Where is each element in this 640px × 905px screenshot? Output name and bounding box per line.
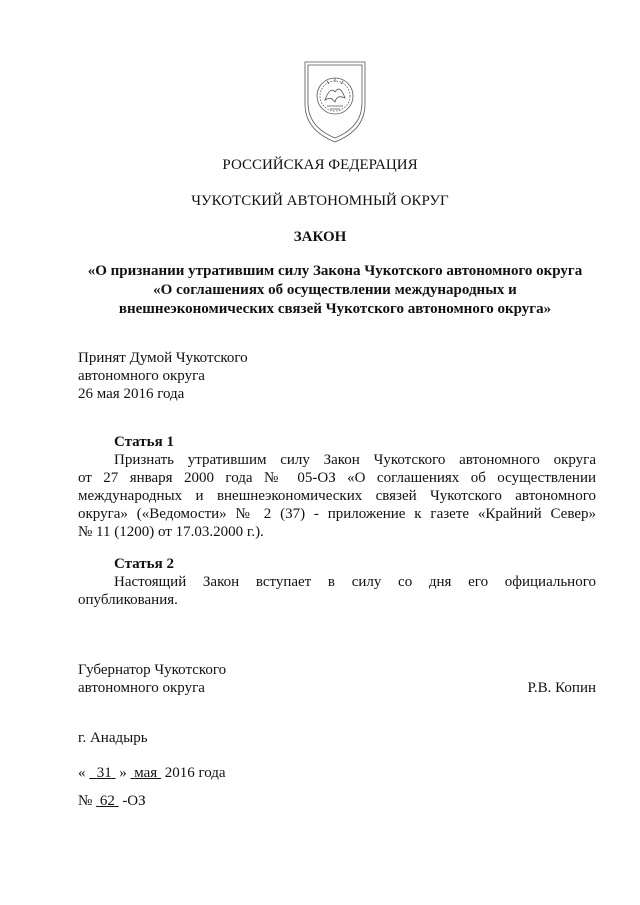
country-heading: РОССИЙСКАЯ ФЕДЕРАЦИЯ — [222, 157, 418, 173]
law-title-line: «О соглашениях об осуществлении международных и — [153, 282, 517, 298]
region-heading: ЧУКОТСКИЙ АВТОНОМНЫЙ ОКРУГ — [191, 193, 449, 209]
article-line: округа» («Ведомости» № 2 (37) - приложение к газете «Крайний Север» — [78, 506, 596, 522]
article-heading: Статья 2 — [114, 556, 174, 572]
law-title — [70, 262, 600, 319]
article-text — [78, 451, 596, 541]
city: г. Анадырь — [78, 730, 148, 746]
signatory-position — [78, 661, 226, 697]
adoption-note — [78, 349, 248, 403]
date-open-quote: « — [78, 765, 86, 781]
signing-date — [78, 765, 226, 782]
signatory-position-line: Губернатор Чукотского — [78, 662, 227, 678]
article-1 — [78, 433, 596, 541]
article-line: Признать утратившим силу Закон Чукотского автономного округа — [114, 452, 596, 468]
date-year: 2016 года — [164, 765, 226, 781]
adoption-line: Принят Думой Чукотского — [78, 350, 248, 366]
adoption-line: 26 мая 2016 года — [78, 386, 185, 402]
signatory-name: Р.В. Копин — [527, 680, 596, 696]
law-number — [78, 793, 146, 810]
article-heading: Статья 1 — [114, 434, 174, 450]
date-close-quote: » — [119, 765, 127, 781]
date-month — [131, 765, 161, 781]
article-2 — [78, 555, 596, 609]
adoption-line: автономного округа — [78, 368, 205, 384]
number-value-wrap — [96, 793, 119, 809]
date-month-value: мая — [134, 765, 158, 781]
article-line: опубликования. — [78, 592, 178, 608]
date-day-value: 31 — [96, 765, 112, 781]
signatory-position-line: автономного округа — [78, 680, 205, 696]
law-title-line: внешнеэкономических связей Чукотского автономного округа» — [118, 301, 552, 317]
article-line: Настоящий Закон вступает в силу со дня его официального — [114, 574, 596, 590]
article-text — [78, 573, 596, 609]
law-label: ЗАКОН — [293, 229, 347, 245]
number-value: 62 — [99, 793, 115, 809]
law-title-line: «О признании утратившим силу Закона Чукотского автономного округа — [87, 263, 583, 279]
article-line: от 27 января 2000 года № 05-ОЗ «О соглашениях об осуществлении — [78, 470, 596, 486]
article-line: № 11 (1200) от 17.03.2000 г.). — [78, 524, 264, 540]
coat-of-arms-icon — [297, 56, 373, 146]
number-suffix: -ОЗ — [122, 793, 146, 809]
article-line: международных и внешнеэкономических связей Чукотского автономного — [78, 488, 596, 504]
date-day — [89, 765, 115, 781]
number-prefix: № — [78, 793, 93, 809]
